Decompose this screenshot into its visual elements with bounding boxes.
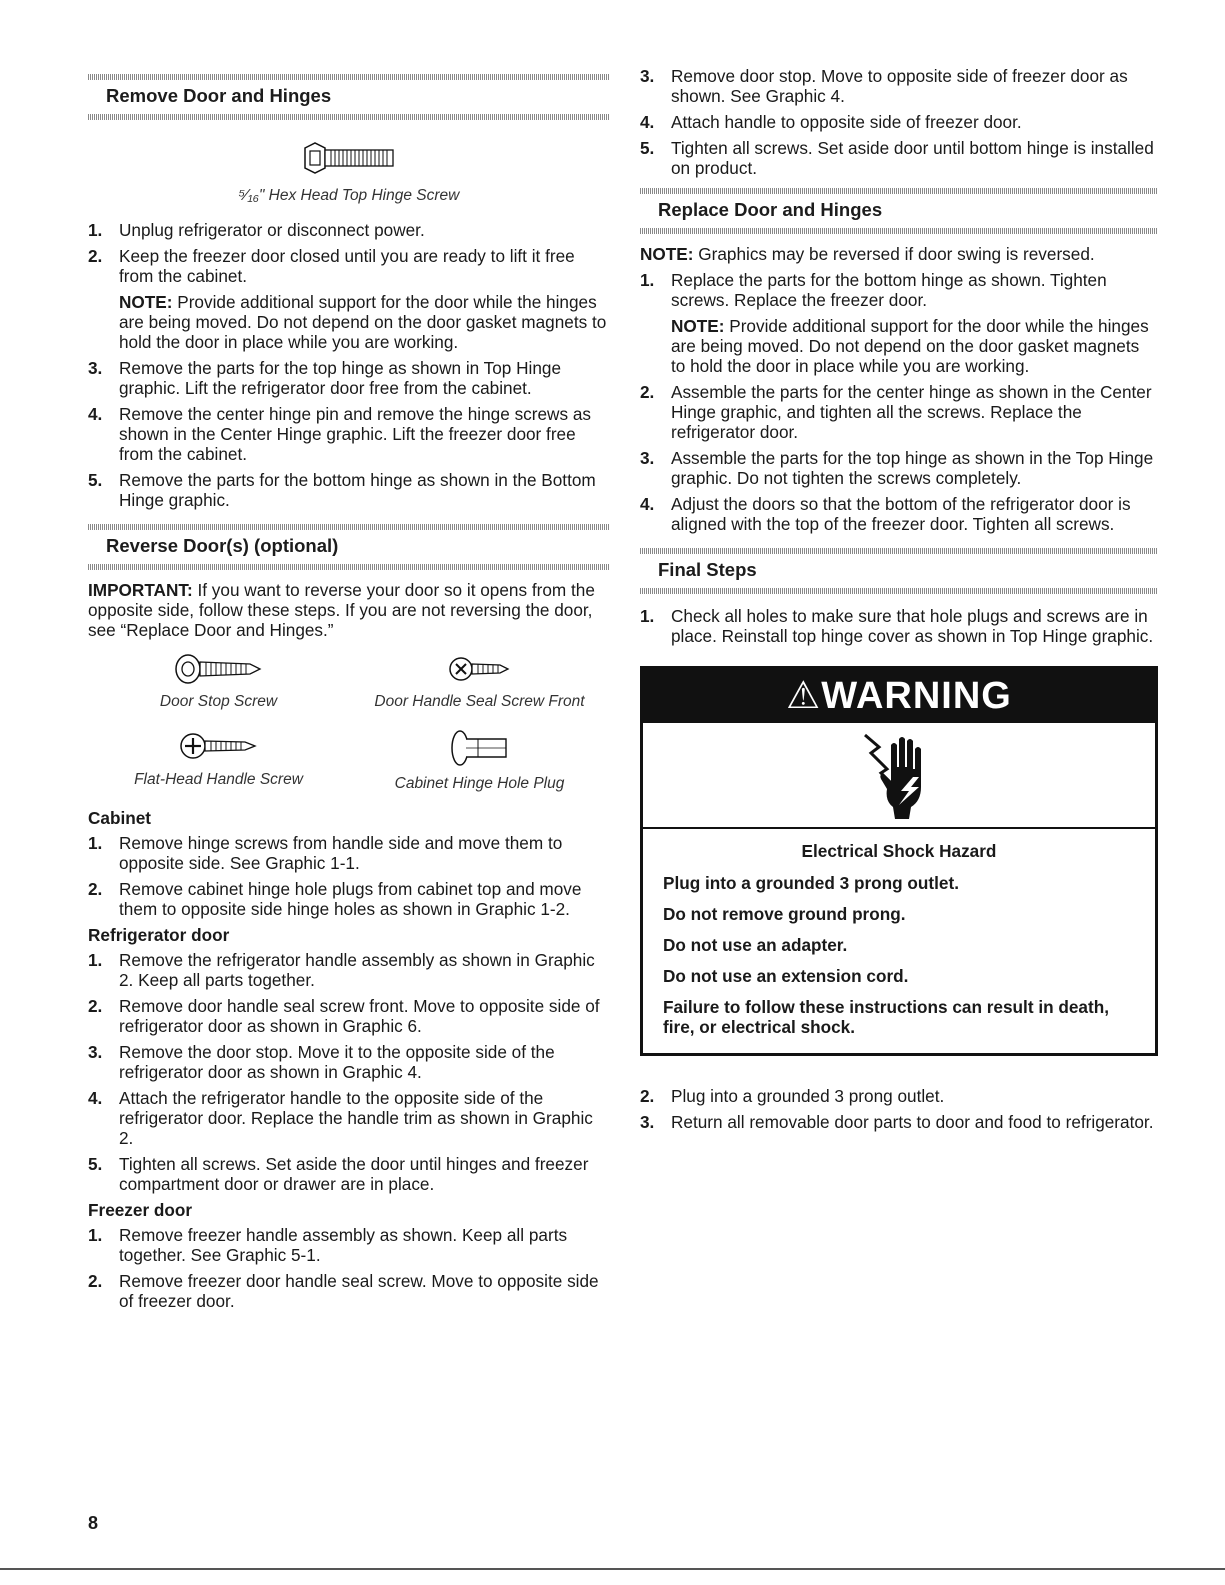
refrigerator-door-heading: Refrigerator door: [88, 925, 230, 945]
final-steps-heading: Final Steps: [658, 559, 757, 580]
step-text: Remove freezer handle assembly as shown. Keep all parts together. See Graphic 5-1.: [119, 1225, 568, 1265]
page-number: 8: [88, 1513, 99, 1533]
list-item: [640, 112, 1158, 132]
note-label: NOTE:: [640, 244, 694, 264]
step-number: 1.: [88, 1225, 103, 1245]
warning-title: Electrical Shock Hazard: [801, 841, 997, 861]
step-text: Return all removable door parts to door and food to refrigerator.: [671, 1112, 1154, 1132]
shock-hazard-area: [643, 723, 1155, 829]
list-item: [88, 996, 610, 1036]
note-label: NOTE:: [119, 292, 173, 312]
list-item: [88, 404, 610, 464]
parts-grid: [88, 652, 610, 794]
list-item: [88, 833, 610, 873]
step-number: 1.: [88, 950, 103, 970]
note-text: Graphics may be reversed if door swing is reversed.: [693, 244, 1095, 264]
warning-line: Do not use an adapter.: [663, 935, 848, 955]
seal-screw-icon: [448, 652, 512, 686]
step-number: 1.: [640, 606, 655, 626]
cabinet-heading: Cabinet: [88, 808, 152, 828]
list-item: [88, 1271, 610, 1311]
step-number: 3.: [640, 66, 655, 86]
replace-door-heading: Replace Door and Hinges: [658, 199, 883, 220]
step-text: Tighten all screws. Set aside the door until hinges and freezer compartment door or drawer are in place.: [119, 1154, 589, 1194]
list-item: [88, 470, 610, 510]
step-text: Remove the refrigerator handle assembly as shown in Graphic 2. Keep all parts together.: [119, 950, 595, 990]
step-text: Remove the parts for the top hinge as shown in Top Hinge graphic. Lift the refrigerator door free from the cabinet.: [119, 358, 562, 398]
step-number: 5.: [88, 470, 103, 490]
step-number: 1.: [640, 270, 655, 290]
step-text: Plug into a grounded 3 prong outlet.: [671, 1086, 945, 1106]
section-rule: [88, 74, 610, 80]
list-item: [88, 246, 610, 352]
list-item: [88, 220, 610, 240]
list-item: [640, 448, 1158, 488]
step-number: 2.: [88, 246, 103, 266]
list-item: [88, 879, 610, 919]
warning-line: Plug into a grounded 3 prong outlet.: [663, 873, 959, 893]
remove-door-heading: Remove Door and Hinges: [106, 85, 332, 106]
step-text: Keep the freezer door closed until you are ready to lift it free from the cabinet.: [119, 246, 575, 286]
reverse-doors-heading: Reverse Door(s) (optional): [106, 535, 339, 556]
continued-freezer-steps: [640, 66, 1158, 178]
step-number: 3.: [88, 358, 103, 378]
step-text: Attach the refrigerator handle to the opposite side of the refrigerator door. Replace the handle trim as shown in Graphic 2.: [119, 1088, 593, 1148]
step-text: Attach handle to opposite side of freezer door.: [671, 112, 1022, 132]
section-rule: [640, 228, 1158, 234]
step-number: 4.: [88, 1088, 103, 1108]
part-caption: Door Stop Screw: [159, 693, 278, 710]
part-caption: Cabinet Hinge Hole Plug: [394, 775, 565, 792]
page-bottom-edge: [0, 1568, 1225, 1570]
remove-door-steps: [88, 220, 610, 510]
section-rule: [88, 524, 610, 530]
part-caption: Door Handle Seal Screw Front: [374, 693, 585, 710]
replace-note: [640, 244, 1158, 264]
step-text: Tighten all screws. Set aside door until bottom hinge is installed on product.: [671, 138, 1154, 178]
list-item: [640, 494, 1158, 534]
hinge-hole-plug-icon: [448, 728, 512, 768]
step-text: Remove cabinet hinge hole plugs from cabinet top and move them to opposite side hinge holes as shown in Graphic 1-2.: [119, 879, 582, 919]
step-number: 2.: [640, 1086, 655, 1106]
flat-head-screw-icon: [179, 728, 259, 764]
warning-line: Failure to follow these instructions can result in death, fire, or electrical shock.: [663, 997, 1109, 1037]
list-item: [88, 1225, 610, 1265]
step-text: Assemble the parts for the top hinge as shown in the Top Hinge graphic. Do not tighten the screws completely.: [671, 448, 1154, 488]
part-flat-head-screw: [88, 728, 349, 794]
step-number: 2.: [88, 1271, 103, 1291]
step-number: 2.: [88, 996, 103, 1016]
left-column: [88, 0, 610, 1317]
step-number: 3.: [640, 1112, 655, 1132]
hex-head-screw-figure: [88, 140, 610, 206]
section-rule: [640, 588, 1158, 594]
list-item: [640, 138, 1158, 178]
step-text: Remove door stop. Move to opposite side of freezer door as shown. See Graphic 4.: [671, 66, 1128, 106]
note-label: NOTE:: [671, 316, 725, 336]
step-text: Check all holes to make sure that hole plugs and screws are in place. Reinstall top hinge cover as shown in Top Hinge graphic.: [671, 606, 1154, 646]
step-number: 5.: [640, 138, 655, 158]
list-item: [640, 382, 1158, 442]
section-rule: [88, 114, 610, 120]
step-number: 1.: [88, 220, 103, 240]
step-text: Remove the door stop. Move it to the opposite side of the refrigerator door as shown in Graphic 4.: [119, 1042, 555, 1082]
warning-box: [640, 666, 1158, 1056]
warning-line: Do not use an extension cord.: [663, 966, 909, 986]
note-text: Provide additional support for the door while the hinges are being moved. Do not depend on the door gasket magnets to hold the door in place while you are working.: [119, 292, 607, 352]
step-text: Assemble the parts for the center hinge as shown in the Center Hinge graphic, and tighten all the screws. Replace the refrigerator door.: [671, 382, 1152, 442]
step-number: 3.: [88, 1042, 103, 1062]
list-item: [88, 1154, 610, 1194]
section-rule: [640, 188, 1158, 194]
door-stop-screw-icon: [174, 652, 264, 686]
step-number: 4.: [88, 404, 103, 424]
step-note: [119, 292, 610, 352]
warning-body: [643, 829, 1155, 1053]
part-hinge-hole-plug: [349, 728, 610, 794]
step-number: 2.: [88, 879, 103, 899]
section-rule: [88, 564, 610, 570]
step-text: Remove the center hinge pin and remove the hinge screws as shown in the Center Hinge graphic. Lift the freezer door free from the cabinet.: [119, 404, 591, 464]
step-text: Unplug refrigerator or disconnect power.: [119, 220, 425, 240]
step-number: 4.: [640, 494, 655, 514]
after-warning-steps: [640, 1086, 1158, 1132]
figure-caption: ⁵⁄₁₆" Hex Head Top Hinge Screw: [238, 187, 460, 204]
step-number: 1.: [88, 833, 103, 853]
warning-triangle-icon: ⚠: [786, 675, 822, 717]
step-text: Remove door handle seal screw front. Move to opposite side of refrigerator door as shown in Graphic 6.: [119, 996, 600, 1036]
step-note: [671, 316, 1158, 376]
freezer-door-heading: Freezer door: [88, 1200, 193, 1220]
warning-header: [643, 669, 1155, 723]
important-text: If you want to reverse your door so it opens from the opposite side, follow these steps. If you are not reversing the door, see “Replace Door and Hinges.”: [88, 580, 595, 640]
part-caption: Flat-Head Handle Screw: [134, 771, 303, 788]
step-text: Remove the parts for the bottom hinge as shown in the Bottom Hinge graphic.: [119, 470, 596, 510]
electrical-shock-hand-icon: [863, 729, 935, 821]
step-text: Replace the parts for the bottom hinge as shown. Tighten screws. Replace the freezer door.: [671, 270, 1107, 310]
step-text: Adjust the doors so that the bottom of the refrigerator door is aligned with the top of the freezer door. Tighten all screws.: [671, 494, 1131, 534]
replace-door-steps: [640, 270, 1158, 534]
warning-heading: WARNING: [821, 675, 1012, 717]
step-text: Remove hinge screws from handle side and move them to opposite side. See Graphic 1-1.: [119, 833, 563, 873]
step-number: 5.: [88, 1154, 103, 1174]
list-item: [88, 358, 610, 398]
right-column: [640, 0, 1158, 1138]
refrigerator-door-steps: [88, 950, 610, 1194]
step-number: 3.: [640, 448, 655, 468]
freezer-door-steps: [88, 1225, 610, 1311]
hex-head-screw-icon: [301, 140, 397, 176]
list-item: [88, 950, 610, 990]
list-item: [640, 66, 1158, 106]
cabinet-steps: [88, 833, 610, 919]
section-rule: [640, 548, 1158, 554]
part-seal-screw: [349, 652, 610, 712]
warning-line: Do not remove ground prong.: [663, 904, 906, 924]
important-label: IMPORTANT:: [88, 580, 193, 600]
list-item: [88, 1088, 610, 1148]
step-number: 4.: [640, 112, 655, 132]
final-steps: [640, 606, 1158, 646]
step-number: 2.: [640, 382, 655, 402]
note-text: Provide additional support for the door while the hinges are being moved. Do not depend on the door gasket magnets to hold the door in place while you are working.: [671, 316, 1149, 376]
part-door-stop-screw: [88, 652, 349, 712]
important-paragraph: [88, 580, 610, 640]
list-item: [640, 606, 1158, 646]
list-item: [88, 1042, 610, 1082]
step-text: Remove freezer door handle seal screw. Move to opposite side of freezer door.: [119, 1271, 599, 1311]
list-item: [640, 1112, 1158, 1132]
list-item: [640, 1086, 1158, 1106]
list-item: [640, 270, 1158, 376]
